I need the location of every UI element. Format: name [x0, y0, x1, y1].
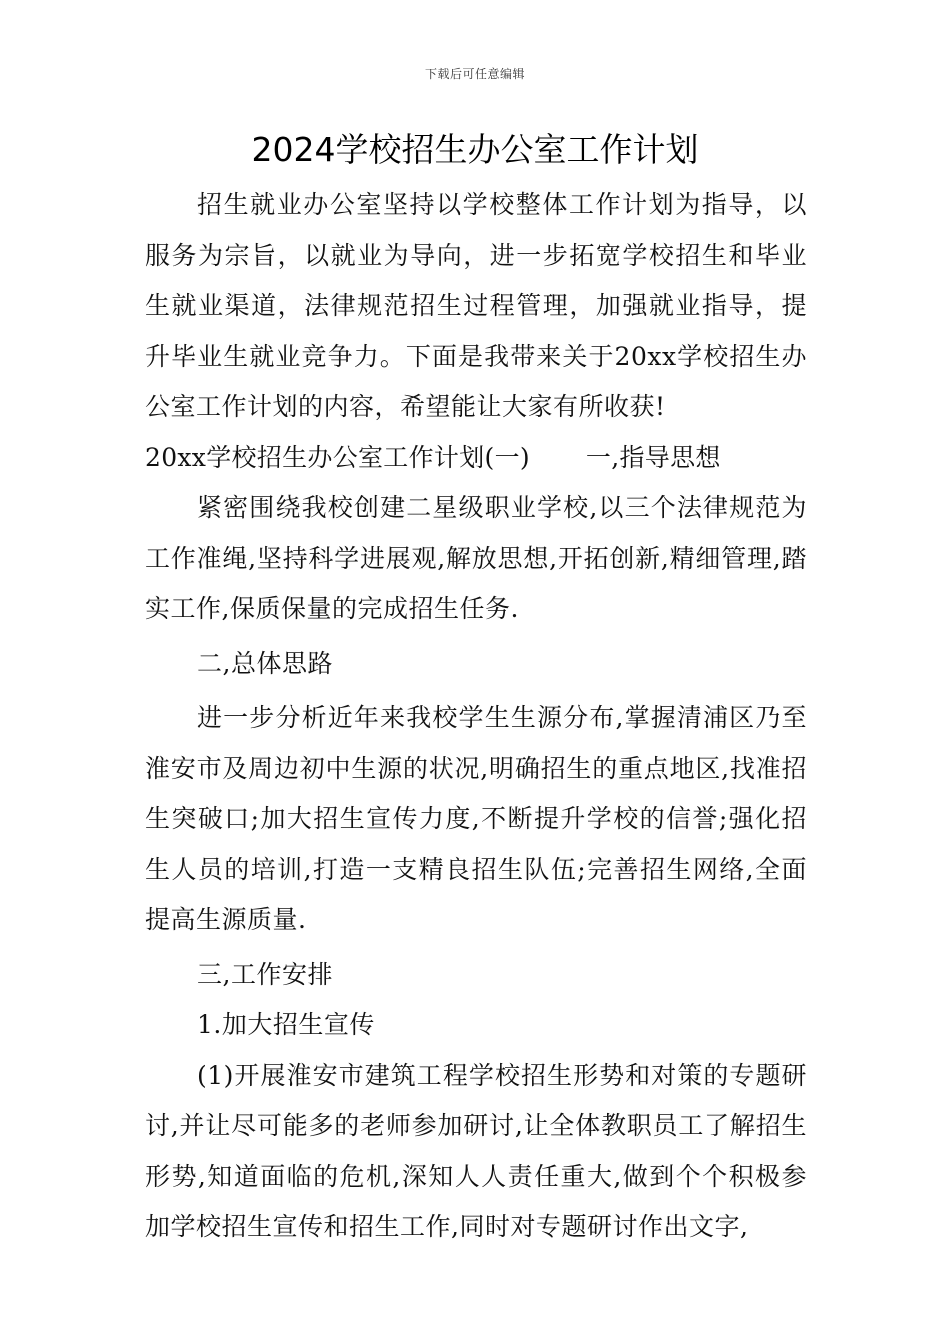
section-two-paragraph: 进一步分析近年来我校学生生源分布,掌握清浦区乃至淮安市及周边初中生源的状况,明确招生的重点地区,找准招生突破口;加大招生宣传力度,不断提升学校的信誉;强化招生人员的培训,打造一支精良招生队伍;完善招生网络,全面提高生源质量.: [145, 703, 807, 934]
intro-paragraph: 招生就业办公室坚持以学校整体工作计划为指导，以服务为宗旨，以就业为导向，进一步拓宽学校招生和毕业生就业渠道，法律规范招生过程管理，加强就业指导，提升毕业生就业竞争力。下面是我带来关于20xx学校招生办公室工作计划的内容，希望能让大家有所收获!: [145, 190, 807, 421]
plan-label: 20xx学校招生办公室工作计划(一): [145, 442, 530, 472]
section-three-heading: 三,工作安排: [197, 959, 333, 989]
plan-subtitle-row: [145, 433, 807, 484]
document-title: 2024学校招生办公室工作计划: [251, 130, 699, 169]
item-one-paragraph: (1)开展淮安市建筑工程学校招生形势和对策的专题研讨,并让尽可能多的老师参加研讨,让全体教职员工了解招生形势,知道面临的危机,深知人人责任重大,做到个个积极参加学校招生宣传和招生工作,同时对专题研讨作出文字,: [145, 1060, 807, 1241]
item-one-heading: 1.加大招生宣传: [197, 1010, 375, 1039]
section-one-paragraph: 紧密围绕我校创建二星级职业学校,以三个法律规范为工作准绳,坚持科学进展观,解放思想,开拓创新,精细管理,踏实工作,保质保量的完成招生任务.: [145, 493, 807, 623]
section-two-heading: 二,总体思路: [197, 648, 333, 678]
document-body: [145, 180, 807, 1253]
header-note: 下载后可任意编辑: [424, 67, 525, 81]
section-one-heading: 一,指导思想: [585, 442, 721, 472]
